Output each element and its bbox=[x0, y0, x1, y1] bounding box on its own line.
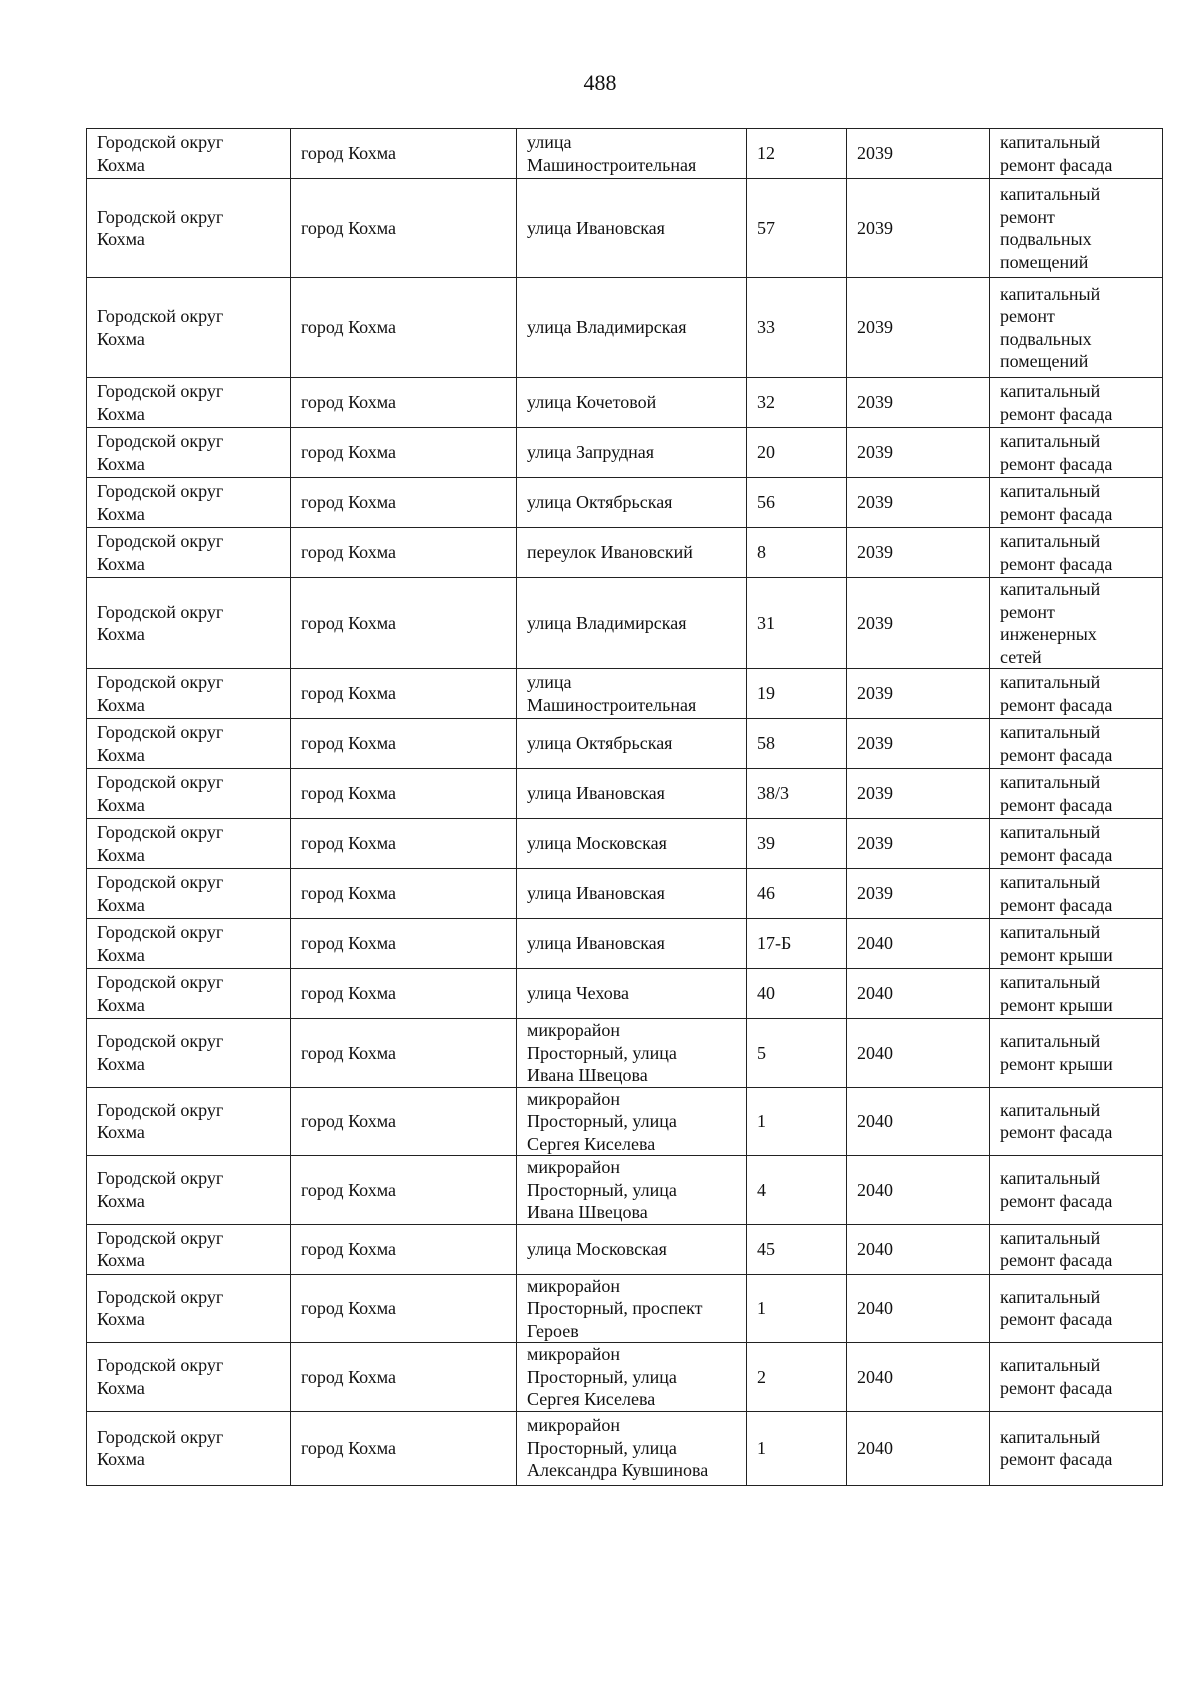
planned-year-cell-text: 2039 bbox=[857, 783, 893, 804]
district-cell bbox=[87, 769, 291, 819]
house-number-cell bbox=[747, 919, 847, 969]
planned-year-cell bbox=[847, 129, 990, 179]
street-cell bbox=[517, 1274, 747, 1343]
locality-cell-text: город Кохма bbox=[301, 217, 396, 238]
planned-year-cell-text: 2040 bbox=[857, 1179, 893, 1200]
locality-cell bbox=[291, 969, 517, 1019]
table-row bbox=[87, 1224, 1163, 1274]
house-number-cell bbox=[747, 669, 847, 719]
work-type-cell bbox=[990, 1274, 1163, 1343]
house-number-cell-text: 57 bbox=[757, 217, 775, 238]
locality-cell-text: город Кохма bbox=[301, 1298, 396, 1318]
street-cell bbox=[517, 869, 747, 919]
planned-year-cell bbox=[847, 278, 990, 378]
work-type-cell-text: капитальный ремонт фасада bbox=[1000, 722, 1113, 765]
locality-cell-text: город Кохма bbox=[301, 1042, 396, 1063]
work-type-cell-text: капитальный ремонт фасада bbox=[1000, 1426, 1113, 1469]
house-number-cell-text: 2 bbox=[757, 1366, 766, 1387]
table-row bbox=[87, 1411, 1163, 1485]
district-cell bbox=[87, 129, 291, 179]
district-cell bbox=[87, 1019, 291, 1088]
district-cell-text: Городской округ Кохма bbox=[97, 972, 224, 1015]
locality-cell bbox=[291, 378, 517, 428]
work-type-cell bbox=[990, 1019, 1163, 1088]
street-cell bbox=[517, 669, 747, 719]
district-cell bbox=[87, 578, 291, 669]
locality-cell-text: город Кохма bbox=[301, 783, 396, 804]
work-type-cell bbox=[990, 819, 1163, 869]
street-cell bbox=[517, 129, 747, 179]
street-cell-text: улица Владимирская bbox=[527, 612, 687, 633]
house-number-cell bbox=[747, 528, 847, 578]
work-type-cell bbox=[990, 129, 1163, 179]
locality-cell bbox=[291, 919, 517, 969]
work-type-cell-text: капитальный ремонт крыши bbox=[1000, 972, 1113, 1015]
work-type-cell bbox=[990, 1411, 1163, 1485]
district-cell-text: Городской округ Кохма bbox=[97, 772, 224, 815]
work-type-cell bbox=[990, 769, 1163, 819]
planned-year-cell bbox=[847, 578, 990, 669]
locality-cell-text: город Кохма bbox=[301, 542, 396, 563]
work-type-cell-text: капитальный ремонт крыши bbox=[1000, 1031, 1113, 1074]
work-type-cell bbox=[990, 1156, 1163, 1225]
work-type-cell bbox=[990, 278, 1163, 378]
planned-year-cell bbox=[847, 969, 990, 1019]
work-type-cell bbox=[990, 969, 1163, 1019]
district-cell bbox=[87, 869, 291, 919]
district-cell-text: Городской округ Кохма bbox=[97, 1426, 224, 1469]
district-cell-text: Городской округ Кохма bbox=[97, 601, 224, 644]
work-type-cell bbox=[990, 1087, 1163, 1156]
planned-year-cell-text: 2039 bbox=[857, 492, 893, 513]
work-type-cell bbox=[990, 528, 1163, 578]
work-type-cell bbox=[990, 478, 1163, 528]
planned-year-cell-text: 2040 bbox=[857, 1298, 893, 1318]
locality-cell-text: город Кохма bbox=[301, 1238, 396, 1259]
street-cell-text: микрорайон Просторный, проспект Героев bbox=[527, 1275, 703, 1341]
district-cell-text: Городской округ Кохма bbox=[97, 1355, 224, 1398]
planned-year-cell-text: 2039 bbox=[857, 392, 893, 413]
house-number-cell bbox=[747, 578, 847, 669]
house-number-cell-text: 31 bbox=[757, 612, 775, 633]
locality-cell-text: город Кохма bbox=[301, 492, 396, 513]
district-cell-text: Городской округ Кохма bbox=[97, 1031, 224, 1074]
table-row bbox=[87, 1156, 1163, 1225]
planned-year-cell-text: 2039 bbox=[857, 883, 893, 904]
street-cell-text: переулок Ивановский bbox=[527, 542, 693, 563]
planned-year-cell-text: 2039 bbox=[857, 833, 893, 854]
street-cell bbox=[517, 819, 747, 869]
locality-cell-text: город Кохма bbox=[301, 143, 396, 164]
work-type-cell-text: капитальный ремонт инженерных сетей bbox=[1000, 579, 1101, 667]
locality-cell bbox=[291, 528, 517, 578]
street-cell-text: улица Московская bbox=[527, 1238, 667, 1259]
house-number-cell-text: 1 bbox=[757, 1111, 766, 1131]
planned-year-cell bbox=[847, 669, 990, 719]
house-number-cell-text: 19 bbox=[757, 683, 775, 704]
house-number-cell bbox=[747, 869, 847, 919]
house-number-cell bbox=[747, 719, 847, 769]
work-type-cell-text: капитальный ремонт фасада bbox=[1000, 872, 1113, 915]
street-cell-text: микрорайон Просторный, улица Ивана Швецова bbox=[527, 1157, 677, 1222]
planned-year-cell-text: 2039 bbox=[857, 442, 893, 463]
district-cell bbox=[87, 278, 291, 378]
work-type-cell-text: капитальный ремонт фасада bbox=[1000, 1227, 1113, 1270]
work-type-cell bbox=[990, 578, 1163, 669]
work-type-cell-text: капитальный ремонт фасада bbox=[1000, 381, 1113, 424]
district-cell bbox=[87, 719, 291, 769]
work-type-cell bbox=[990, 1224, 1163, 1274]
district-cell bbox=[87, 969, 291, 1019]
street-cell-text: улица Ивановская bbox=[527, 883, 665, 904]
work-type-cell-text: капитальный ремонт фасада bbox=[1000, 1355, 1113, 1398]
locality-cell-text: город Кохма bbox=[301, 1179, 396, 1200]
work-type-cell-text: капитальный ремонт фасада bbox=[1000, 772, 1113, 815]
locality-cell bbox=[291, 129, 517, 179]
house-number-cell bbox=[747, 1019, 847, 1088]
street-cell bbox=[517, 578, 747, 669]
district-cell-text: Городской округ Кохма bbox=[97, 531, 224, 574]
planned-year-cell bbox=[847, 528, 990, 578]
table-row bbox=[87, 428, 1163, 478]
district-cell-text: Городской округ Кохма bbox=[97, 1168, 224, 1211]
locality-cell bbox=[291, 719, 517, 769]
house-number-cell-text: 45 bbox=[757, 1238, 775, 1259]
street-cell-text: улица Запрудная bbox=[527, 442, 655, 463]
district-cell-text: Городской округ Кохма bbox=[97, 872, 224, 915]
planned-year-cell bbox=[847, 719, 990, 769]
planned-year-cell-text: 2039 bbox=[857, 542, 893, 563]
locality-cell-text: город Кохма bbox=[301, 933, 396, 954]
locality-cell-text: город Кохма bbox=[301, 733, 396, 754]
house-number-cell-text: 12 bbox=[757, 143, 775, 164]
planned-year-cell-text: 2039 bbox=[857, 317, 893, 338]
locality-cell bbox=[291, 478, 517, 528]
locality-cell-text: город Кохма bbox=[301, 1366, 396, 1387]
repair-schedule-table bbox=[86, 128, 1163, 1486]
house-number-cell-text: 33 bbox=[757, 317, 775, 338]
street-cell-text: улица Ивановская bbox=[527, 783, 665, 804]
district-cell bbox=[87, 478, 291, 528]
work-type-cell bbox=[990, 919, 1163, 969]
planned-year-cell bbox=[847, 1156, 990, 1225]
planned-year-cell bbox=[847, 1343, 990, 1412]
house-number-cell bbox=[747, 1087, 847, 1156]
table-row bbox=[87, 1019, 1163, 1088]
locality-cell bbox=[291, 669, 517, 719]
house-number-cell-text: 17-Б bbox=[757, 933, 792, 954]
work-type-cell-text: капитальный ремонт подвальных помещений bbox=[1000, 184, 1101, 272]
house-number-cell-text: 39 bbox=[757, 833, 775, 854]
work-type-cell-text: капитальный ремонт фасада bbox=[1000, 672, 1113, 715]
planned-year-cell-text: 2040 bbox=[857, 1238, 893, 1259]
street-cell bbox=[517, 719, 747, 769]
work-type-cell-text: капитальный ремонт крыши bbox=[1000, 922, 1113, 965]
house-number-cell-text: 46 bbox=[757, 883, 775, 904]
street-cell-text: улица Машиностроительная bbox=[527, 672, 697, 715]
locality-cell-text: город Кохма bbox=[301, 883, 396, 904]
house-number-cell bbox=[747, 1343, 847, 1412]
table-body bbox=[87, 129, 1163, 1486]
work-type-cell bbox=[990, 869, 1163, 919]
district-cell bbox=[87, 1156, 291, 1225]
table-row bbox=[87, 478, 1163, 528]
street-cell bbox=[517, 179, 747, 278]
district-cell-text: Городской округ Кохма bbox=[97, 132, 224, 175]
work-type-cell-text: капитальный ремонт фасада bbox=[1000, 822, 1113, 865]
locality-cell-text: город Кохма bbox=[301, 833, 396, 854]
locality-cell-text: город Кохма bbox=[301, 392, 396, 413]
house-number-cell-text: 58 bbox=[757, 733, 775, 754]
work-type-cell-text: капитальный ремонт фасада bbox=[1000, 132, 1113, 175]
house-number-cell-text: 1 bbox=[757, 1298, 766, 1318]
district-cell bbox=[87, 1224, 291, 1274]
district-cell bbox=[87, 179, 291, 278]
work-type-cell bbox=[990, 428, 1163, 478]
table-row bbox=[87, 1343, 1163, 1412]
district-cell bbox=[87, 528, 291, 578]
district-cell bbox=[87, 819, 291, 869]
table-row bbox=[87, 528, 1163, 578]
street-cell bbox=[517, 769, 747, 819]
district-cell-text: Городской округ Кохма bbox=[97, 481, 224, 524]
district-cell-text: Городской округ Кохма bbox=[97, 1099, 224, 1143]
table-row bbox=[87, 719, 1163, 769]
locality-cell bbox=[291, 1019, 517, 1088]
district-cell-text: Городской округ Кохма bbox=[97, 206, 224, 249]
planned-year-cell-text: 2040 bbox=[857, 1366, 893, 1387]
page-number: 488 bbox=[583, 70, 617, 95]
street-cell bbox=[517, 528, 747, 578]
planned-year-cell-text: 2040 bbox=[857, 1437, 893, 1458]
house-number-cell-text: 38/3 bbox=[757, 783, 790, 804]
house-number-cell-text: 5 bbox=[757, 1042, 766, 1063]
house-number-cell bbox=[747, 819, 847, 869]
planned-year-cell bbox=[847, 428, 990, 478]
street-cell bbox=[517, 1087, 747, 1156]
house-number-cell-text: 4 bbox=[757, 1179, 766, 1200]
planned-year-cell-text: 2039 bbox=[857, 143, 893, 164]
house-number-cell-text: 20 bbox=[757, 442, 775, 463]
planned-year-cell bbox=[847, 1087, 990, 1156]
planned-year-cell bbox=[847, 1224, 990, 1274]
district-cell bbox=[87, 428, 291, 478]
work-type-cell bbox=[990, 179, 1163, 278]
house-number-cell bbox=[747, 378, 847, 428]
district-cell-text: Городской округ Кохма bbox=[97, 1286, 224, 1330]
house-number-cell-text: 40 bbox=[757, 983, 775, 1004]
district-cell bbox=[87, 378, 291, 428]
table-row bbox=[87, 578, 1163, 669]
street-cell bbox=[517, 378, 747, 428]
locality-cell bbox=[291, 179, 517, 278]
table-row bbox=[87, 129, 1163, 179]
planned-year-cell bbox=[847, 769, 990, 819]
district-cell bbox=[87, 1343, 291, 1412]
house-number-cell bbox=[747, 1156, 847, 1225]
work-type-cell-text: капитальный ремонт фасада bbox=[1000, 531, 1113, 574]
table-row bbox=[87, 869, 1163, 919]
work-type-cell-text: капитальный ремонт подвальных помещений bbox=[1000, 283, 1101, 371]
district-cell-text: Городской округ Кохма bbox=[97, 672, 224, 715]
house-number-cell bbox=[747, 278, 847, 378]
work-type-cell bbox=[990, 378, 1163, 428]
street-cell-text: улица Октябрьская bbox=[527, 492, 673, 513]
district-cell bbox=[87, 669, 291, 719]
street-cell-text: микрорайон Просторный, улица Ивана Швецова bbox=[527, 1020, 677, 1085]
house-number-cell bbox=[747, 129, 847, 179]
table-row bbox=[87, 969, 1163, 1019]
locality-cell bbox=[291, 1411, 517, 1485]
district-cell bbox=[87, 1087, 291, 1156]
locality-cell bbox=[291, 278, 517, 378]
house-number-cell-text: 1 bbox=[757, 1437, 766, 1458]
table-row bbox=[87, 378, 1163, 428]
work-type-cell bbox=[990, 669, 1163, 719]
locality-cell bbox=[291, 869, 517, 919]
house-number-cell bbox=[747, 478, 847, 528]
table-row bbox=[87, 669, 1163, 719]
table-row bbox=[87, 179, 1163, 278]
locality-cell-text: город Кохма bbox=[301, 1437, 396, 1458]
locality-cell-text: город Кохма bbox=[301, 683, 396, 704]
work-type-cell-text: капитальный ремонт фасада bbox=[1000, 1168, 1113, 1211]
street-cell bbox=[517, 1224, 747, 1274]
street-cell bbox=[517, 1343, 747, 1412]
table-row bbox=[87, 819, 1163, 869]
district-cell-text: Городской округ Кохма bbox=[97, 381, 224, 424]
planned-year-cell bbox=[847, 1019, 990, 1088]
street-cell bbox=[517, 478, 747, 528]
locality-cell-text: город Кохма bbox=[301, 612, 396, 633]
planned-year-cell bbox=[847, 378, 990, 428]
house-number-cell bbox=[747, 1274, 847, 1343]
district-cell-text: Городской округ Кохма bbox=[97, 306, 224, 349]
district-cell-text: Городской округ Кохма bbox=[97, 1227, 224, 1270]
house-number-cell-text: 32 bbox=[757, 392, 775, 413]
house-number-cell bbox=[747, 179, 847, 278]
planned-year-cell bbox=[847, 1274, 990, 1343]
house-number-cell bbox=[747, 769, 847, 819]
street-cell-text: улица Владимирская bbox=[527, 317, 687, 338]
table-row bbox=[87, 919, 1163, 969]
house-number-cell bbox=[747, 1224, 847, 1274]
street-cell bbox=[517, 278, 747, 378]
locality-cell bbox=[291, 428, 517, 478]
table-row bbox=[87, 769, 1163, 819]
planned-year-cell-text: 2039 bbox=[857, 612, 893, 633]
house-number-cell-text: 8 bbox=[757, 542, 766, 563]
work-type-cell-text: капитальный ремонт фасада bbox=[1000, 1286, 1113, 1330]
planned-year-cell-text: 2039 bbox=[857, 733, 893, 754]
locality-cell bbox=[291, 578, 517, 669]
district-cell bbox=[87, 1411, 291, 1485]
street-cell bbox=[517, 428, 747, 478]
street-cell bbox=[517, 1019, 747, 1088]
planned-year-cell bbox=[847, 869, 990, 919]
street-cell-text: микрорайон Просторный, улица Сергея Киселева bbox=[527, 1344, 677, 1409]
locality-cell bbox=[291, 769, 517, 819]
locality-cell bbox=[291, 1087, 517, 1156]
work-type-cell-text: капитальный ремонт фасада bbox=[1000, 1099, 1113, 1143]
planned-year-cell-text: 2039 bbox=[857, 683, 893, 704]
district-cell-text: Городской округ Кохма bbox=[97, 722, 224, 765]
planned-year-cell bbox=[847, 919, 990, 969]
planned-year-cell-text: 2039 bbox=[857, 217, 893, 238]
street-cell-text: микрорайон Просторный, улица Сергея Киселева bbox=[527, 1088, 677, 1154]
district-cell bbox=[87, 1274, 291, 1343]
table-row bbox=[87, 278, 1163, 378]
house-number-cell bbox=[747, 1411, 847, 1485]
locality-cell bbox=[291, 819, 517, 869]
street-cell-text: микрорайон Просторный, улица Александра Кувшинова bbox=[527, 1415, 709, 1481]
house-number-cell bbox=[747, 428, 847, 478]
locality-cell-text: город Кохма bbox=[301, 317, 396, 338]
planned-year-cell-text: 2040 bbox=[857, 1111, 893, 1131]
street-cell-text: улица Октябрьская bbox=[527, 733, 673, 754]
locality-cell bbox=[291, 1224, 517, 1274]
locality-cell-text: город Кохма bbox=[301, 442, 396, 463]
street-cell-text: улица Московская bbox=[527, 833, 667, 854]
work-type-cell-text: капитальный ремонт фасада bbox=[1000, 481, 1113, 524]
locality-cell-text: город Кохма bbox=[301, 1111, 396, 1131]
planned-year-cell bbox=[847, 1411, 990, 1485]
work-type-cell bbox=[990, 1343, 1163, 1412]
street-cell-text: улица Кочетовой bbox=[527, 392, 657, 413]
street-cell-text: улица Ивановская bbox=[527, 217, 665, 238]
planned-year-cell-text: 2040 bbox=[857, 933, 893, 954]
district-cell-text: Городской округ Кохма bbox=[97, 822, 224, 865]
work-type-cell bbox=[990, 719, 1163, 769]
street-cell-text: улица Ивановская bbox=[527, 933, 665, 954]
district-cell-text: Городской округ Кохма bbox=[97, 431, 224, 474]
locality-cell bbox=[291, 1274, 517, 1343]
district-cell bbox=[87, 919, 291, 969]
street-cell bbox=[517, 1411, 747, 1485]
house-number-cell bbox=[747, 969, 847, 1019]
street-cell bbox=[517, 919, 747, 969]
locality-cell-text: город Кохма bbox=[301, 983, 396, 1004]
locality-cell bbox=[291, 1156, 517, 1225]
street-cell bbox=[517, 969, 747, 1019]
street-cell-text: улица Чехова bbox=[527, 983, 629, 1004]
planned-year-cell bbox=[847, 819, 990, 869]
planned-year-cell bbox=[847, 179, 990, 278]
planned-year-cell-text: 2040 bbox=[857, 1042, 893, 1063]
district-cell-text: Городской округ Кохма bbox=[97, 922, 224, 965]
table-row bbox=[87, 1087, 1163, 1156]
table-row bbox=[87, 1274, 1163, 1343]
work-type-cell-text: капитальный ремонт фасада bbox=[1000, 431, 1113, 474]
street-cell-text: улица Машиностроительная bbox=[527, 132, 697, 175]
locality-cell bbox=[291, 1343, 517, 1412]
planned-year-cell-text: 2040 bbox=[857, 983, 893, 1004]
house-number-cell-text: 56 bbox=[757, 492, 775, 513]
planned-year-cell bbox=[847, 478, 990, 528]
street-cell bbox=[517, 1156, 747, 1225]
